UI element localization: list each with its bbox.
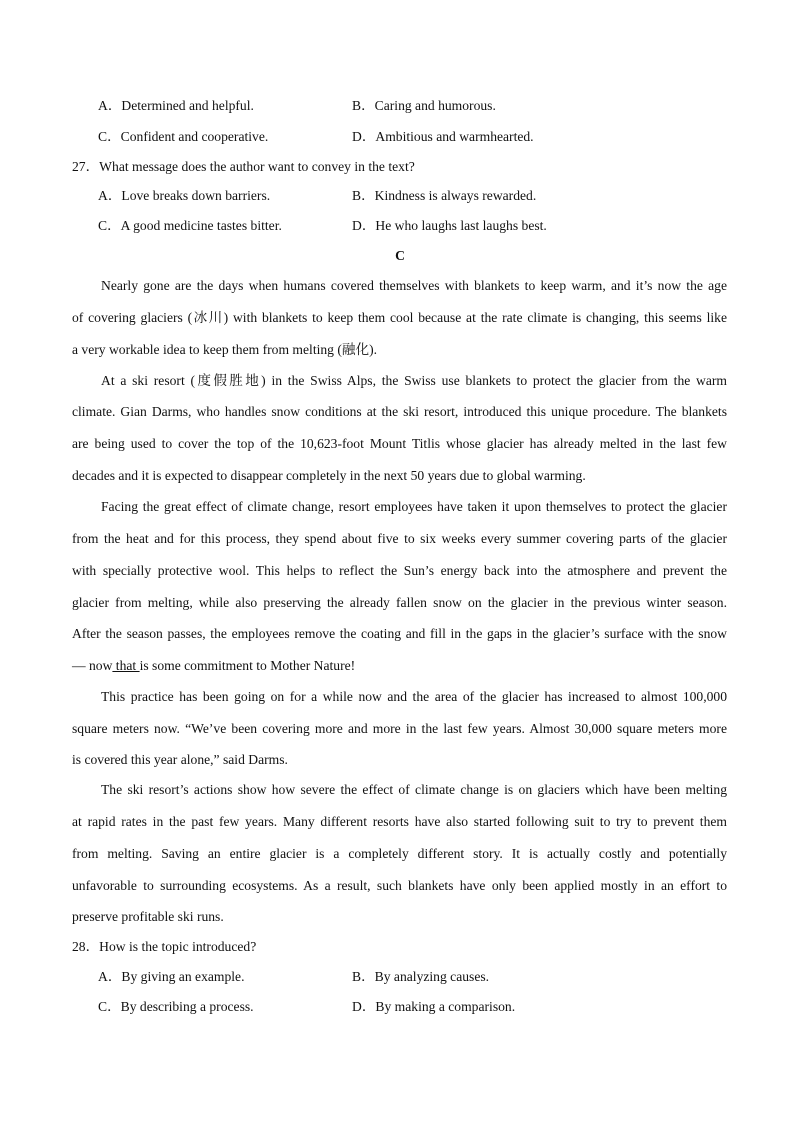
passage-p3-last-line: [72, 657, 355, 675]
passage-p3-line: from the heat and for this process, they spend about five to six weeks every summer covering parts of the glacier: [72, 531, 727, 546]
passage-p2-line: decades and it is expected to disappear completely in the next 50 years due to global warming.: [72, 468, 586, 483]
passage-p3-line: with specially protective wool. This helps to reflect the Sun’s energy back into the atmosphere and prevent the: [72, 563, 727, 578]
passage-p5-line: preserve profitable ski runs.: [72, 909, 224, 924]
passage-p5-line: from melting. Saving an entire glacier is a completely different story. It is actually costly and potentially: [72, 846, 727, 861]
q28-option-a: A．By giving an example.: [98, 969, 245, 984]
passage-p4-line: square meters now. “We’ve been covering more and more in the last few years. Almost 30,000 square meters more: [72, 721, 727, 736]
passage-p3-line: Facing the great effect of climate change, resort employees have taken it upon themselves to protect the glacier: [101, 499, 727, 514]
passage-p5-line: unfavorable to surrounding ecosystems. As a result, such blankets have only been applied mostly in an effort to: [72, 878, 727, 893]
passage-p2-line: are being used to cover the top of the 10,623-foot Mount Titlis whose glacier has already melted in the last few: [72, 436, 727, 451]
passage-p2-line: At a ski resort (度假胜地) in the Swiss Alps, the Swiss use blankets to protect the glacier from the warm: [101, 373, 727, 388]
q28-stem: 28．How is the topic introduced?: [72, 939, 257, 954]
passage-p1-line: Nearly gone are the days when humans covered themselves with blankets to keep warm, and it’s now the age: [101, 278, 727, 293]
q28-option-d: D．By making a comparison.: [352, 999, 516, 1014]
q27-option-c: C．A good medicine tastes bitter.: [98, 218, 282, 233]
passage-p4-line: is covered this year alone,” said Darms.: [72, 752, 288, 767]
passage-p3-line: After the season passes, the employees remove the coating and fill in the gaps in the glacier’s surface with the snow: [72, 626, 727, 641]
q27-option-b: B．Kindness is always rewarded.: [352, 188, 537, 203]
passage-p4-line: This practice has been going on for a while now and the area of the glacier has increased to almost 100,000: [101, 689, 727, 704]
passage-p3-line: glacier from melting, while also preserving the already fallen snow on the glacier in the previous winter season.: [72, 595, 727, 610]
passage-text: — now: [72, 658, 113, 673]
q28-option-c: C．By describing a process.: [98, 999, 254, 1014]
q27-option-d: D．He who laughs last laughs best.: [352, 218, 547, 233]
passage-p1-line: a very workable idea to keep them from melting (融化).: [72, 342, 378, 357]
passage-p5-line: at rapid rates in the past few years. Many different resorts have also started following suit to try to prevent them: [72, 814, 727, 829]
underlined-word: that: [112, 658, 140, 673]
passage-text: is some commitment to Mother Nature!: [139, 658, 356, 673]
q26-option-b: B．Caring and humorous.: [352, 98, 496, 113]
q26-option-a: A．Determined and helpful.: [98, 98, 254, 113]
section-heading: C: [395, 248, 405, 263]
q26-option-c: C．Confident and cooperative.: [98, 129, 269, 144]
q28-option-b: B．By analyzing causes.: [352, 969, 490, 984]
q27-stem: 27．What message does the author want to convey in the text?: [72, 159, 415, 174]
passage-p1-line: of covering glaciers (冰川) with blankets to keep them cool because at the rate climate is changing, this seems like: [72, 310, 727, 325]
q26-option-d: D．Ambitious and warmhearted.: [352, 129, 534, 144]
q27-option-a: A．Love breaks down barriers.: [98, 188, 271, 203]
passage-p2-line: climate. Gian Darms, who handles snow conditions at the ski resort, introduced this unique procedure. The blankets: [72, 404, 727, 419]
passage-p5-line: The ski resort’s actions show how severe the effect of climate change is on glaciers which have been melting: [101, 782, 727, 797]
